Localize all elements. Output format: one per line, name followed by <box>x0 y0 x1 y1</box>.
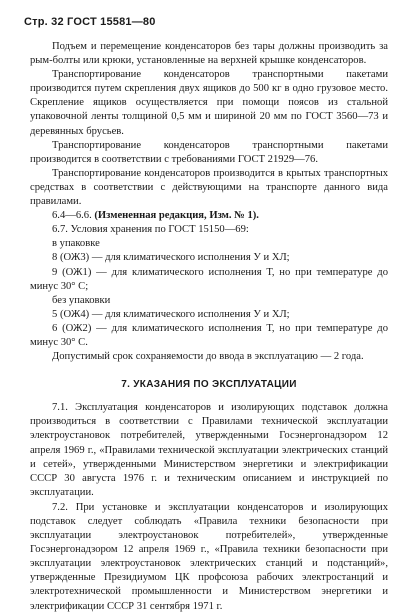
page-header: Стр. 32 ГОСТ 15581—80 <box>24 16 156 28</box>
storage-item: 5 (ОЖ4) — для климатического исполнения У и ХЛ; <box>52 308 290 320</box>
storage-item: 8 (ОЖ3) — для климатического исполнения У и ХЛ; <box>52 252 290 264</box>
paragraph-transport-requirements: Транспортирование конденсаторов транспортными пакетами производится в соответствии с требованиями ГОСТ 21929—76. <box>30 139 388 165</box>
storage-item: 6 (ОЖ2) — для климатического исполнения Т, но при температуре до минус 30° С. <box>30 322 388 348</box>
storage-packed-label: в упаковке <box>52 238 100 250</box>
paragraph-covered-transport: Транспортирование конденсаторов производится в крытых транспортных средствах в соответствии с действующими на транспорте данного вида правилами. <box>30 167 388 208</box>
amendment-number: 6.4—6.6. <box>52 210 92 222</box>
storage-term: Допустимый срок сохраняемости до ввода в эксплуатацию — 2 года. <box>52 351 364 363</box>
section-title: 7. УКАЗАНИЯ ПО ЭКСПЛУАТАЦИИ <box>121 379 297 391</box>
amendment-text: (Измененная редакция, Изм. № 1). <box>94 210 259 222</box>
storage-item: 9 (ОЖ1) — для климатического исполнения Т, но при температуре до минус 30° С; <box>30 266 388 292</box>
paragraph-7-2: 7.2. При установке и эксплуатации конденсаторов и изолирующих подставок следует соблюдать «Правила техники безопасности при эксплуатации электроустановок потребителей», утвержденные Госэнергонадзором 12 апреля 1969 г., «Правила техники безопасности при эксплуатации электроустановок электрических станций и подстанций», утвержденные Президиумом ЦК профсоюза рабочих электростанций и электротехнической промышленности и Министерством энергетики и электрификации СССР 31 сентября 1971 г. <box>30 501 388 612</box>
paragraph-7-1: 7.1. Эксплуатация конденсаторов и изолирующих подставок должна производиться в соответствии с Правилами технической эксплуатации электроустановок потребителей, утвержденными Госэнергонадзором 12 апреля 1969 г., «Правилами технической эксплуатации электрических станций и сетей», утвержденными Министерством энергетики и электрификации СССР 30 августа 1976 г. и техническим описанием и инструкцией по эксплуатации. <box>30 402 388 498</box>
paragraph-lifting: Подъем и перемещение конденсаторов без тары должны производить за рым-болты или крюки, установленные на верхней крышке конденсаторов. <box>30 41 388 67</box>
document-body <box>30 40 388 614</box>
storage-conditions: 6.7. Условия хранения по ГОСТ 15150—69: <box>52 224 249 236</box>
amendment-note <box>30 209 388 223</box>
storage-unpacked-label: без упаковки <box>52 294 111 306</box>
paragraph-transport-packages: Транспортирование конденсаторов транспортными пакетами производится путем скрепления двух ящиков до 500 кг в одно грузовое место. Скрепление ящиков осуществляется при помощи поясов из стальной упаковочной ленты толщиной 0,5 мм и шириной 20 мм по ГОСТ 3560—73 и деревянных брусьев. <box>30 69 388 137</box>
